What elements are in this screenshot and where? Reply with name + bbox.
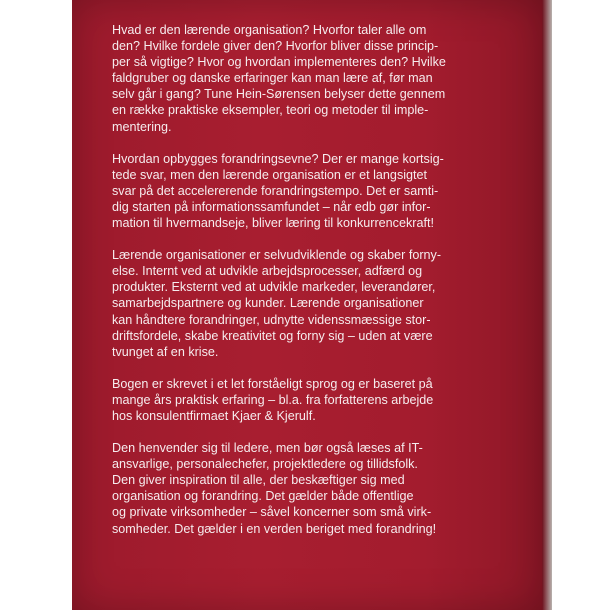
paragraph-3 <box>112 247 512 360</box>
text-line: den? Hvilke fordele giver den? Hvorfor bliver disse princip- <box>112 39 439 54</box>
text-line: somheder. Det gælder i en verden beriget med forandring! <box>112 521 437 536</box>
text-line: Hvad er den lærende organisation? Hvorfor taler alle om <box>112 23 427 37</box>
text-line: mation til hvermandseje, bliver læring til konkurrencekraft! <box>112 216 434 231</box>
text-line: per så vigtige? Hvor og hvordan implementeres den? Hvilke <box>112 55 446 70</box>
text-line: produkter. Eksternt ved at udvikle markeder, leverandører, <box>112 280 436 295</box>
text-line: mange års praktisk erfaring – bl.a. fra forfatterens arbejde <box>112 392 434 407</box>
text-line: tede svar, men den lærende organisation er et langsigtet <box>112 167 428 182</box>
paragraph-5 <box>112 440 512 537</box>
blurb-text <box>112 22 512 553</box>
text-line: faldgruber og danske erfaringer kan man lære af, før man <box>112 71 433 86</box>
paragraph-1 <box>112 22 512 135</box>
text-line: svar på det accelererende forandringstempo. Det er samti- <box>112 183 439 198</box>
text-line: kan håndtere forandringer, udnytte videnssmæssige stor- <box>112 312 431 327</box>
text-line: ansvarlige, personalechefer, projektledere og tillidsfolk. <box>112 457 418 472</box>
text-line: hos konsulentfirmaet Kjaer & Kjerulf. <box>112 408 316 423</box>
text-line: Den giver inspiration til alle, der beskæftiger sig med <box>112 473 405 488</box>
text-line: dig starten på informationssamfundet – når edb gør infor- <box>112 199 431 214</box>
paragraph-4 <box>112 376 512 424</box>
text-line: samarbejdspartnere og kunder. Lærende organisationer <box>112 296 424 311</box>
text-line: tvunget af en krise. <box>112 344 219 359</box>
text-line: organisation og forandring. Det gælder både offentlige <box>112 489 414 504</box>
text-line: og private virksomheder – såvel koncerner som små virk- <box>112 505 432 520</box>
text-line: Den henvender sig til ledere, men bør også læses af IT- <box>112 441 423 456</box>
text-line: Hvordan opbygges forandringsevne? Der er mange kortsig- <box>112 151 444 166</box>
book-spine-edge <box>542 0 552 610</box>
text-line: Bogen er skrevet i et let forståeligt sprog og er baseret på <box>112 376 433 391</box>
paragraph-2 <box>112 151 512 231</box>
text-line: mentering. <box>112 119 172 134</box>
text-line: Lærende organisationer er selvudviklende og skaber forny- <box>112 248 442 263</box>
text-line: selv går i gang? Tune Hein-Sørensen belyser dette gennem <box>112 87 446 102</box>
text-line: else. Internt ved at udvikle arbejdsprocesser, adfærd og <box>112 264 423 279</box>
text-line: en række praktiske eksempler, teori og metoder til imple- <box>112 103 429 118</box>
text-line: driftsfordele, skabe kreativitet og forny sig – uden at være <box>112 328 433 343</box>
